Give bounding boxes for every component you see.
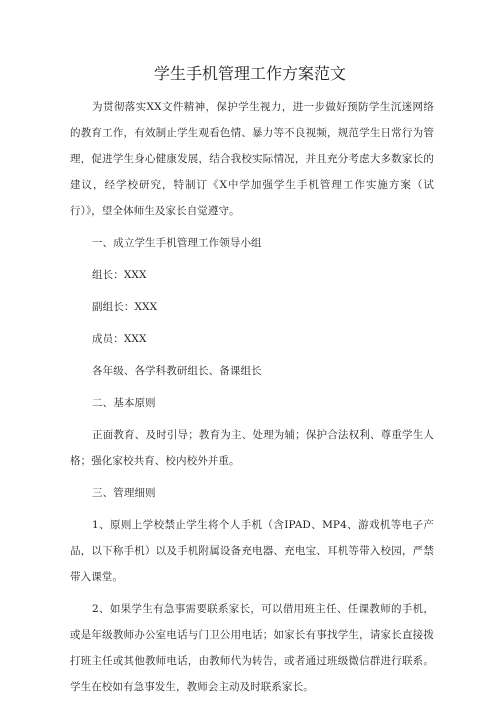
rule-1-paragraph: 1、原则上学校禁止学生将个人手机（含IPAD、MP4、游戏机等电子产品，以下称手机）以及手机附属设备充电器、充电宝、耳机等带入校园，严禁带入课堂。 xyxy=(70,519,434,583)
section-heading-2: 二、基本原则 xyxy=(92,397,156,409)
members-line: 成员：XXX xyxy=(92,333,147,345)
leader-line: 组长：XXX xyxy=(92,269,147,281)
rule-2-paragraph: 2、如果学生有急事需要联系家长，可以借用班主任、任课教师的手机，或是年级教师办公室电话与门卫公用电话；如家长有事找学生，请家长直接拨打班主任或其他教师电话，由教师代为转告，或者通过班级微信群进行联系。学生在校如有急事发生，教师会主动及时联系家长。 xyxy=(70,603,434,693)
section-heading-3: 三、管理细则 xyxy=(92,487,156,499)
intro-paragraph: 为贯彻落实XX文件精神，保护学生视力，进一步做好预防学生沉迷网络的教育工作，有效制止学生观看色情、暴力等不良视频，规范学生日常行为管理，促进学生身心健康发展，结合我校实际情况，并且充分考虑大多数家长的建议，经学校研究，特制订《X中学加强学生手机管理工作实施方案（试行）》，望全体师生及家长自觉遵守。 xyxy=(70,101,434,217)
members-detail-line: 各年级、各学科教研组长、备课组长 xyxy=(92,365,262,377)
principles-paragraph: 正面教育、及时引导；教育为主、处理为辅；保护合法权利、尊重学生人格；强化家校共育、校内校外并重。 xyxy=(70,429,434,467)
section-heading-1: 一、成立学生手机管理工作领导小组 xyxy=(92,237,262,249)
document-title: 学生手机管理工作方案范文 xyxy=(153,64,346,83)
document-body xyxy=(70,94,434,706)
deputy-leader-line: 副组长：XXX xyxy=(92,301,158,313)
